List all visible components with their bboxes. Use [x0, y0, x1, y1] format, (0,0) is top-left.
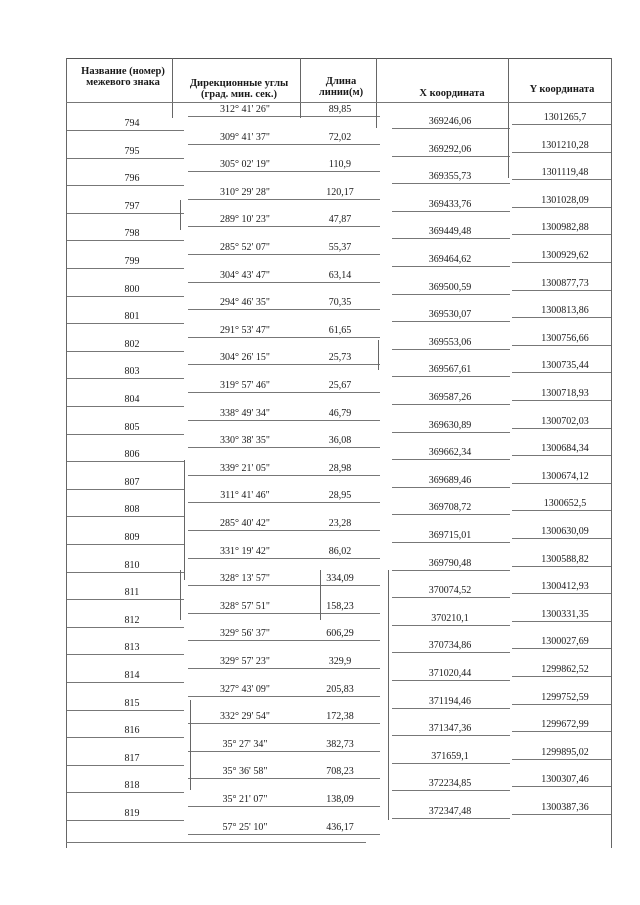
y-underline [512, 510, 612, 511]
x-coordinate: 369587,26 [428, 392, 472, 403]
point-row-line [66, 158, 184, 159]
boundary-mark-name: 808 [124, 504, 140, 516]
direction-angle: 329° 56' 37" [220, 628, 270, 640]
line-length: 86,02 [328, 545, 352, 557]
line-length: 334,09 [326, 573, 354, 585]
x-underline [392, 156, 510, 157]
x-underline [392, 625, 510, 626]
point-row-line [66, 820, 184, 821]
x-coordinate: 369449,48 [428, 226, 472, 238]
y-underline [512, 317, 612, 318]
point-row-line [66, 516, 184, 517]
y-underline [512, 566, 612, 567]
line-length: 120,17 [326, 186, 354, 198]
partial-border [180, 570, 181, 620]
line-length: 382,73 [326, 738, 354, 750]
y-underline [512, 290, 612, 291]
y-underline [512, 262, 612, 263]
boundary-mark-name: 818 [124, 780, 140, 792]
x-coordinate: 369567,61 [428, 364, 472, 376]
boundary-mark-name: 810 [124, 559, 140, 571]
y-underline [512, 207, 612, 208]
x-underline [392, 790, 510, 791]
segment-underline [188, 144, 380, 145]
point-row-line [66, 627, 184, 628]
header-y: Y координата [529, 84, 595, 95]
x-coordinate: 372347,48 [428, 806, 472, 817]
direction-angle: 328° 13' 57" [220, 573, 270, 585]
y-underline [512, 234, 612, 235]
x-coordinate: 369662,34 [428, 447, 472, 459]
segment-underline [188, 558, 380, 559]
y-coordinate: 1299752,59 [541, 691, 589, 703]
partial-border [184, 460, 185, 580]
partial-border [388, 570, 389, 820]
line-length: 61,65 [328, 324, 352, 336]
x-coordinate: 369530,07 [428, 309, 472, 321]
line-length: 205,83 [326, 683, 354, 695]
y-underline [512, 593, 612, 594]
x-coordinate: 370074,52 [428, 585, 472, 597]
line-length: 47,87 [328, 214, 352, 226]
y-underline [512, 704, 612, 705]
segment-underline [188, 199, 380, 200]
line-length: 72,02 [328, 131, 352, 143]
x-coordinate: 371659,1 [431, 750, 469, 762]
boundary-mark-name: 796 [124, 173, 140, 185]
y-coordinate: 1300412,93 [541, 581, 589, 593]
line-length: 46,79 [328, 407, 352, 419]
boundary-mark-name: 794 [124, 118, 140, 129]
segment-underline [188, 696, 380, 697]
boundary-mark-name: 809 [124, 532, 140, 543]
direction-angle: 327° 43' 09" [220, 683, 270, 695]
x-underline [392, 432, 510, 433]
boundary-mark-name: 814 [124, 670, 140, 681]
x-underline [392, 708, 510, 709]
direction-angle: 328° 57' 51" [220, 600, 270, 612]
x-underline [392, 652, 510, 653]
x-underline [392, 487, 510, 488]
table-bottom-line [66, 842, 366, 843]
y-underline [512, 814, 612, 815]
x-coordinate: 369500,59 [428, 281, 472, 293]
line-length: 89,85 [328, 104, 352, 115]
point-row-line [66, 130, 184, 131]
line-length: 55,37 [328, 242, 352, 253]
direction-angle: 291° 53' 47" [220, 324, 270, 336]
segment-underline [188, 751, 380, 752]
col-border-x [508, 58, 509, 178]
point-row-line [66, 434, 184, 435]
x-underline [392, 376, 510, 377]
boundary-mark-name: 817 [124, 752, 140, 764]
x-coordinate: 369246,06 [428, 116, 472, 127]
y-coordinate: 1300718,93 [541, 388, 589, 399]
point-row-line [66, 792, 184, 793]
boundary-mark-name: 797 [124, 200, 140, 212]
table-top-border [66, 58, 612, 59]
direction-angle: 289° 10' 23" [220, 214, 270, 226]
point-row-line [66, 737, 184, 738]
segment-underline [188, 502, 380, 503]
y-underline [512, 648, 612, 649]
x-coordinate: 371194,46 [428, 695, 472, 707]
y-coordinate: 1299895,02 [541, 746, 589, 758]
segment-underline [188, 585, 380, 586]
direction-angle: 35° 21' 07" [222, 794, 268, 805]
header-direction: Дирекционные углы (град. мин. сек.) [189, 78, 289, 100]
y-underline [512, 538, 612, 539]
segment-underline [188, 530, 380, 531]
line-length: 36,08 [328, 435, 352, 447]
header-bottom-line [66, 102, 612, 103]
x-coordinate: 369630,89 [428, 419, 472, 431]
y-underline [512, 400, 612, 401]
x-underline [392, 818, 510, 819]
x-underline [392, 238, 510, 239]
point-row-line [66, 351, 184, 352]
col-border-name [172, 58, 173, 118]
point-row-line [66, 461, 184, 462]
x-underline [392, 266, 510, 267]
col-border-right [611, 58, 612, 848]
line-length: 63,14 [328, 269, 352, 281]
segment-underline [188, 392, 380, 393]
header-x: X координата [419, 88, 485, 99]
x-coordinate: 369790,48 [428, 557, 472, 569]
y-underline [512, 179, 612, 180]
point-row-line [66, 323, 184, 324]
point-row-line [66, 378, 184, 379]
y-coordinate: 1301265,7 [543, 112, 587, 123]
partial-border [190, 700, 191, 790]
direction-angle: 319° 57' 46" [220, 380, 270, 391]
segment-underline [188, 337, 380, 338]
point-row-line [66, 406, 184, 407]
boundary-mark-name: 812 [124, 614, 140, 626]
x-underline [392, 542, 510, 543]
line-length: 23,28 [328, 518, 352, 529]
y-coordinate: 1300684,34 [541, 443, 589, 455]
y-coordinate: 1300877,73 [541, 277, 589, 289]
x-underline [392, 597, 510, 598]
x-coordinate: 372234,85 [428, 778, 472, 790]
line-length: 28,95 [328, 490, 352, 502]
boundary-mark-name: 799 [124, 256, 140, 267]
segment-underline [188, 254, 380, 255]
boundary-mark-name: 805 [124, 421, 140, 433]
segment-underline [188, 723, 380, 724]
line-length: 436,17 [326, 821, 354, 833]
y-underline [512, 428, 612, 429]
partial-border [378, 340, 379, 370]
direction-angle: 331° 19' 42" [220, 545, 270, 557]
direction-angle: 330° 38' 35" [220, 435, 270, 447]
x-underline [392, 735, 510, 736]
y-coordinate: 1300652,5 [543, 498, 587, 510]
y-coordinate: 1300813,86 [541, 305, 589, 317]
x-coordinate: 369292,06 [428, 143, 472, 155]
x-coordinate: 370210,1 [431, 612, 469, 624]
line-length: 138,09 [326, 794, 354, 805]
y-underline [512, 345, 612, 346]
x-coordinate: 371020,44 [428, 668, 472, 679]
boundary-mark-name: 798 [124, 228, 140, 240]
direction-angle: 304° 43' 47" [220, 269, 270, 281]
x-coordinate: 369464,62 [428, 254, 472, 265]
y-coordinate: 1300630,09 [541, 526, 589, 537]
segment-underline [188, 282, 380, 283]
direction-angle: 285° 40' 42" [220, 518, 270, 529]
header-name: Название (номер) межевого знака [81, 66, 165, 88]
boundary-mark-name: 806 [124, 449, 140, 461]
segment-underline [188, 806, 380, 807]
boundary-mark-name: 803 [124, 366, 140, 378]
y-underline [512, 786, 612, 787]
direction-angle: 285° 52' 07" [220, 242, 270, 253]
point-row-line [66, 654, 184, 655]
partial-border [320, 570, 321, 620]
x-coordinate: 369689,46 [428, 474, 472, 486]
boundary-mark-name: 813 [124, 642, 140, 654]
segment-underline [188, 420, 380, 421]
direction-angle: 339° 21' 05" [220, 462, 270, 474]
direction-angle: 35° 36' 58" [222, 766, 268, 778]
direction-angle: 304° 26' 15" [220, 352, 270, 364]
y-underline [512, 676, 612, 677]
boundary-mark-name: 819 [124, 808, 140, 819]
y-coordinate: 1299672,99 [541, 719, 589, 731]
y-underline [512, 621, 612, 622]
segment-underline [188, 640, 380, 641]
line-length: 708,23 [326, 766, 354, 778]
x-underline [392, 294, 510, 295]
y-underline [512, 455, 612, 456]
segment-underline [188, 364, 380, 365]
direction-angle: 35° 27' 34" [222, 738, 268, 750]
segment-underline [188, 778, 380, 779]
line-length: 606,29 [326, 628, 354, 640]
point-row-line [66, 765, 184, 766]
y-coordinate: 1300982,88 [541, 222, 589, 234]
line-length: 70,35 [328, 297, 352, 309]
y-coordinate: 1300735,44 [541, 360, 589, 372]
x-underline [392, 680, 510, 681]
y-coordinate: 1300307,46 [541, 774, 589, 786]
y-coordinate: 1300331,35 [541, 608, 589, 620]
y-coordinate: 1301119,48 [541, 167, 589, 179]
x-underline [392, 459, 510, 460]
x-coordinate: 369355,73 [428, 171, 472, 183]
y-coordinate: 1301028,09 [541, 194, 589, 206]
point-row-line [66, 489, 184, 490]
header-length: Длина линии(м) [318, 76, 364, 98]
point-row-line [66, 268, 184, 269]
segment-underline [188, 226, 380, 227]
direction-angle: 309° 41' 37" [220, 131, 270, 143]
x-underline [392, 514, 510, 515]
point-row-line [66, 544, 184, 545]
boundary-mark-name: 807 [124, 476, 140, 488]
x-underline [392, 763, 510, 764]
boundary-mark-name: 802 [124, 338, 140, 350]
partial-border [180, 200, 181, 230]
y-underline [512, 759, 612, 760]
direction-angle: 312° 41' 26" [220, 104, 270, 115]
y-coordinate: 1300674,12 [541, 470, 589, 482]
line-length: 172,38 [326, 711, 354, 723]
segment-underline [188, 309, 380, 310]
y-coordinate: 1300027,69 [541, 636, 589, 648]
y-underline [512, 124, 612, 125]
boundary-mark-name: 811 [124, 587, 140, 599]
point-row-line [66, 213, 184, 214]
point-row-line [66, 572, 184, 573]
x-coordinate: 369708,72 [428, 502, 472, 514]
y-underline [512, 372, 612, 373]
y-coordinate: 1300756,66 [541, 332, 589, 344]
x-coordinate: 369715,01 [428, 530, 472, 541]
x-underline [392, 404, 510, 405]
direction-angle: 311° 41' 46" [220, 490, 270, 502]
segment-underline [188, 171, 380, 172]
direction-angle: 305° 02' 19" [220, 159, 270, 171]
x-underline [392, 128, 510, 129]
boundary-mark-name: 804 [124, 394, 140, 405]
y-coordinate: 1300387,36 [541, 802, 589, 813]
segment-underline [188, 116, 380, 117]
point-row-line [66, 682, 184, 683]
x-coordinate: 370734,86 [428, 640, 472, 652]
segment-underline [188, 834, 380, 835]
direction-angle: 294° 46' 35" [220, 297, 270, 309]
direction-angle: 57° 25' 10" [222, 821, 268, 833]
line-length: 158,23 [326, 600, 354, 612]
line-length: 110,9 [328, 159, 352, 171]
direction-angle: 310° 29' 28" [220, 186, 270, 198]
direction-angle: 329° 57' 23" [220, 656, 270, 667]
segment-underline [188, 613, 380, 614]
x-coordinate: 371347,36 [428, 723, 472, 735]
point-row-line [66, 296, 184, 297]
col-border-length [376, 58, 377, 128]
y-coordinate: 1299862,52 [541, 664, 589, 675]
boundary-mark-name: 801 [124, 311, 140, 323]
line-length: 329,9 [328, 656, 352, 667]
x-underline [392, 570, 510, 571]
x-underline [392, 349, 510, 350]
x-coordinate: 369553,06 [428, 336, 472, 348]
y-underline [512, 483, 612, 484]
point-row-line [66, 710, 184, 711]
y-coordinate: 1300588,82 [541, 553, 589, 565]
line-length: 25,67 [328, 380, 352, 391]
y-coordinate: 1301210,28 [541, 139, 589, 151]
direction-angle: 338° 49' 34" [220, 407, 270, 419]
y-underline [512, 731, 612, 732]
line-length: 25,73 [328, 352, 352, 364]
x-underline [392, 321, 510, 322]
segment-underline [188, 475, 380, 476]
boundary-mark-name: 795 [124, 145, 140, 157]
point-row-line [66, 599, 184, 600]
segment-underline [188, 447, 380, 448]
x-underline [392, 183, 510, 184]
y-coordinate: 1300929,62 [541, 250, 589, 261]
point-row-line [66, 185, 184, 186]
segment-underline [188, 668, 380, 669]
boundary-mark-name: 800 [124, 283, 140, 295]
x-coordinate: 369433,76 [428, 198, 472, 210]
x-underline [392, 211, 510, 212]
line-length: 28,98 [328, 462, 352, 474]
y-underline [512, 152, 612, 153]
direction-angle: 332° 29' 54" [220, 711, 270, 723]
point-row-line [66, 240, 184, 241]
col-border-direction [300, 58, 301, 118]
boundary-mark-name: 815 [124, 697, 140, 709]
boundary-mark-name: 816 [124, 725, 140, 737]
col-border-left [66, 58, 67, 848]
y-coordinate: 1300702,03 [541, 415, 589, 427]
